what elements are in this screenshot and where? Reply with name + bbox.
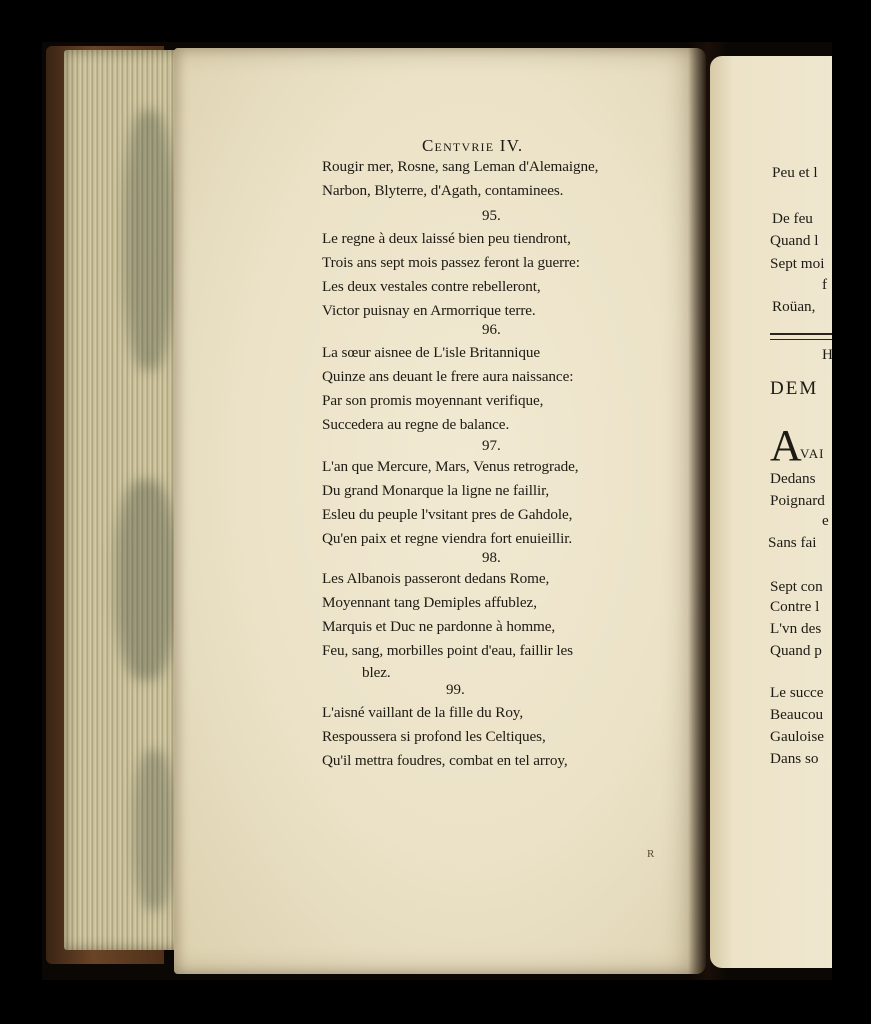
text-line: Les Albanois passeront dedans Rome, [322,570,550,587]
text-fragment: Sans fai [768,534,817,551]
text-fragment: Peu et l [772,164,818,181]
quatrain-number: 97. [482,438,501,454]
text-line: Du grand Monarque la ligne ne faillir, [322,482,550,499]
text-line: Par son promis moyennant verifique, [322,392,544,409]
text-line: blez. [362,664,391,681]
text-fragment: Beaucou [770,706,824,723]
water-stain [124,110,174,370]
text-line: Trois ans sept mois passez feront la guerre: [322,254,580,271]
text-line: Victor puisnay en Armorrique terre. [322,302,536,319]
text-line: Marquis et Duc ne pardonne à homme, [322,618,556,635]
text-fragment: Sept moi [770,255,825,272]
water-stain [134,750,174,910]
text-line: Esleu du peuple l'vsitant pres de Gahdole, [322,506,573,523]
text-fragment: Dans so [770,750,819,767]
section-heading: DEM [770,378,819,399]
text-fragment: Gauloise [770,728,824,745]
text-fragment: Roüan, [772,298,816,315]
text-fragment: f [822,276,828,293]
text-line: La sœur aisnee de L'isle Britannique [322,344,541,361]
text-fragment: L'vn des [770,620,822,637]
page-header: Centvrie IV. [422,136,524,155]
quatrain-number: 99. [446,682,465,698]
text-line: Succedera au regne de balance. [322,416,510,433]
text-line: Feu, sang, morbilles point d'eau, faillir les [322,642,573,659]
text-line: Quinze ans deuant le frere aura naissance: [322,368,574,385]
drop-cap: A [770,421,802,470]
catchword-mark: R [647,848,655,860]
text-line: Qu'en paix et regne viendra fort enuieillir. [322,530,573,547]
text-line: Le regne à deux laissé bien peu tiendront, [322,230,571,247]
water-stain [116,480,176,680]
quatrain-number: 98. [482,550,501,566]
quatrain-number: 95. [482,208,501,224]
text-fragment: Sept con [770,578,823,595]
quatrain-number: 96. [482,322,501,338]
text-line: Rougir mer, Rosne, sang Leman d'Alemaigne, [322,158,599,175]
text-fragment: Contre l [770,598,820,615]
text-fragment: VAI [800,446,825,461]
text-line: Les deux vestales contre rebelleront, [322,278,541,295]
text-line: Narbon, Blyterre, d'Agath, contaminees. [322,182,564,199]
text-line: Qu'il mettra foudres, combat en tel arroy, [322,752,568,769]
text-fragment: Quand p [770,642,822,659]
text-line: Moyennant tang Demiples affublez, [322,594,537,611]
text-fragment: Dedans [770,470,816,487]
text-fragment: Poignard [770,492,825,509]
text-line: Respoussera si profond les Celtiques, [322,728,546,745]
text-fragment: De feu [772,210,813,227]
page-edges [64,50,182,950]
text-line: L'aisné vaillant de la fille du Roy, [322,704,524,721]
right-page [710,56,832,968]
text-fragment: e [822,512,829,529]
section-mark: H [822,346,833,363]
text-line: L'an que Mercure, Mars, Venus retrograde, [322,458,579,475]
text-fragment: Quand l [770,232,819,249]
section-rule [770,333,832,340]
text-fragment: Le succe [770,684,824,701]
